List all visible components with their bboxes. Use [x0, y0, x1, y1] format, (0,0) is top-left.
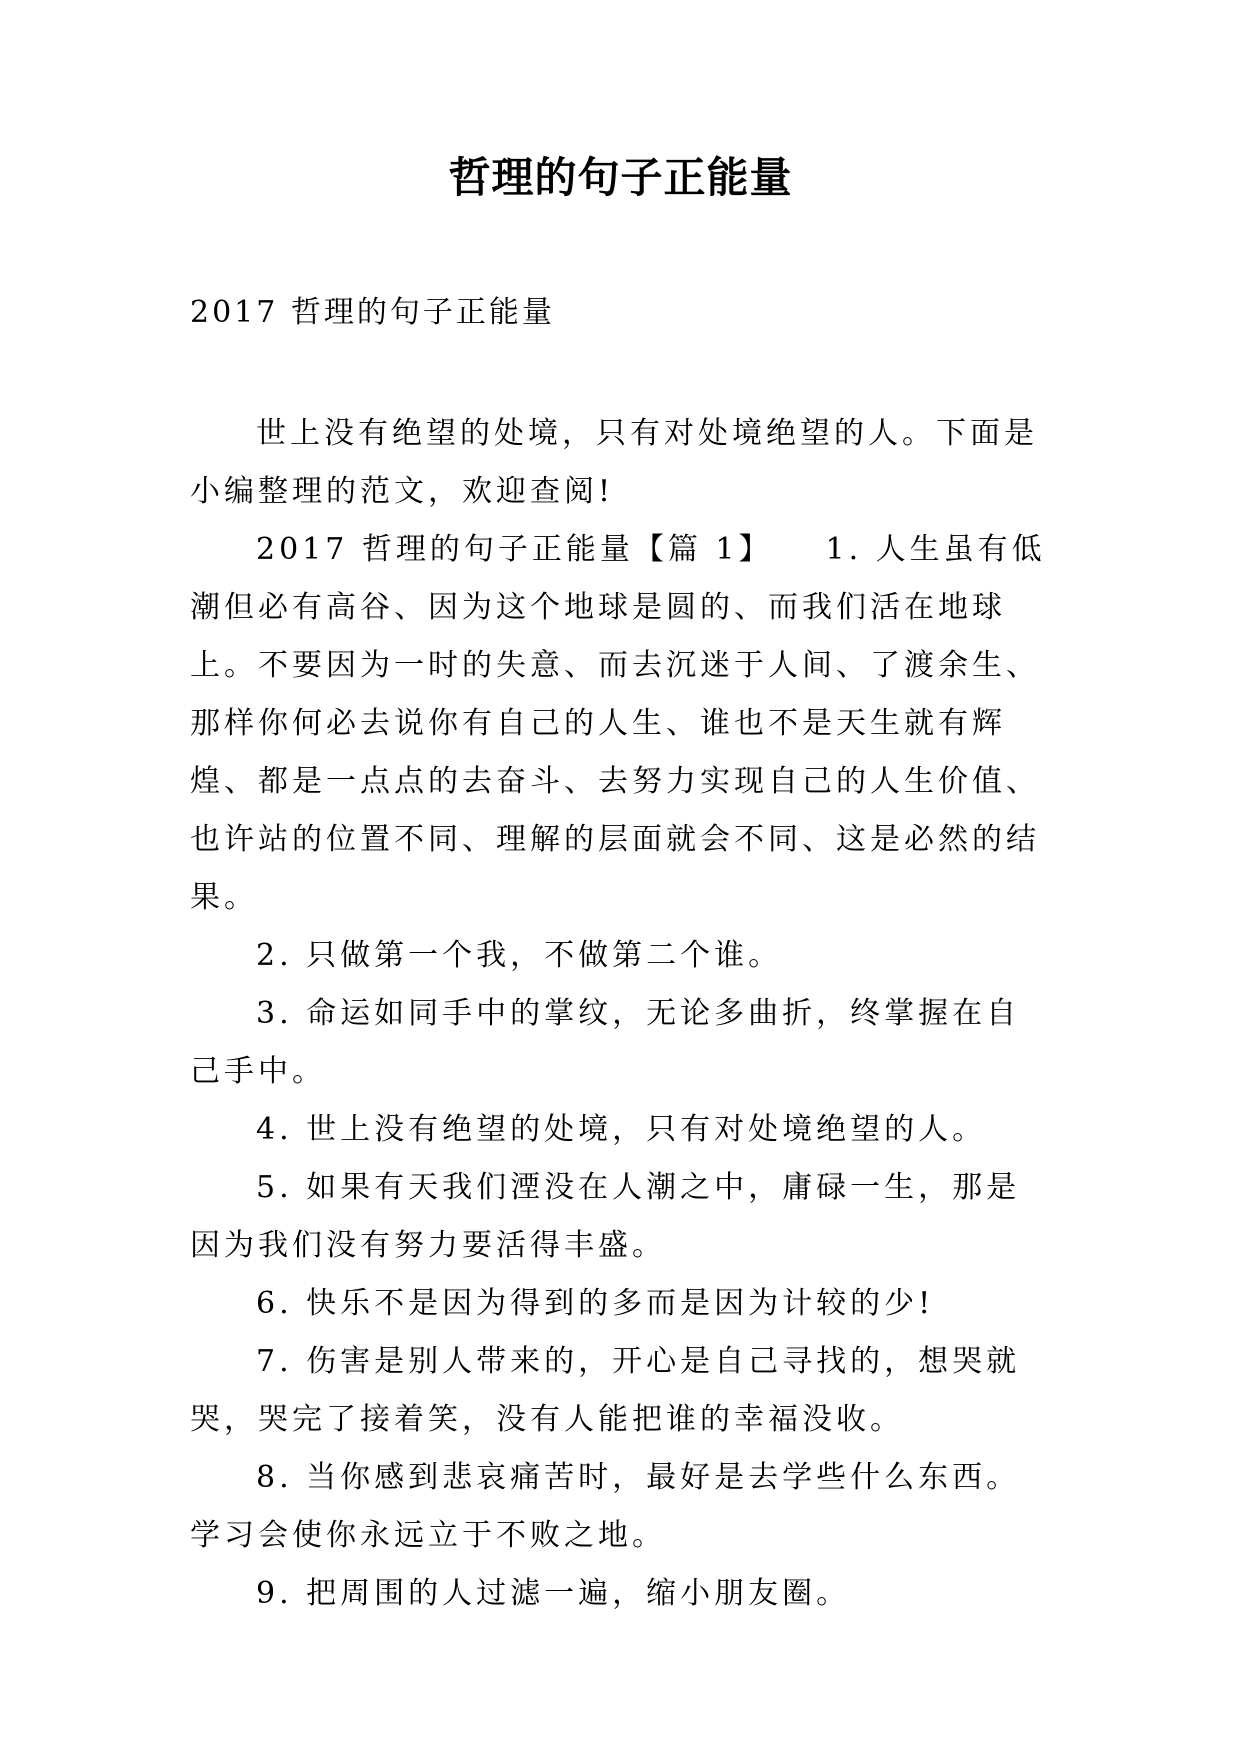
paragraph-item-9: 9. 把周围的人过滤一遍，缩小朋友圈。: [256, 1576, 851, 1611]
document-body: [190, 405, 1052, 1623]
paragraph-item-2: 2. 只做第一个我，不做第二个谁。: [256, 938, 783, 973]
paragraph-item-7: 7. 伤害是别人带来的，开心是自己寻找的，想哭就哭，哭完了接着笑，没有人能把谁的幸福没收。: [190, 1344, 1021, 1437]
paragraph-item-8: 8. 当你感到悲哀痛苦时，最好是去学些什么东西。学习会使你永远立于不败之地。: [190, 1460, 1021, 1553]
paragraph-intro: 世上没有绝望的处境，只有对处境绝望的人。下面是小编整理的范文，欢迎查阅!: [190, 416, 1038, 509]
paragraph-item-5: 5. 如果有天我们湮没在人潮之中，庸碌一生，那是因为我们没有努力要活得丰盛。: [190, 1170, 1021, 1263]
paragraph-item-6: 6. 快乐不是因为得到的多而是因为计较的少!: [256, 1286, 935, 1321]
document-title: 哲理的句子正能量: [448, 153, 793, 202]
document-subtitle: 2017 哲理的句子正能量: [190, 295, 555, 330]
paragraph-item-4: 4. 世上没有绝望的处境，只有对处境绝望的人。: [256, 1112, 987, 1147]
paragraph-item-3: 3. 命运如同手中的掌纹，无论多曲折，终掌握在自己手中。: [190, 996, 1021, 1089]
paragraph-item-1: 2017 哲理的句子正能量【篇 1】 1. 人生虽有低潮但必有高谷、因为这个地球是圆的、而我们活在地球上。不要因为一时的失意、而去沉迷于人间、了渡余生、那样你何必去说你有自己的人生、谁也不是天生就有辉煌、都是一点点的去奋斗、去努力实现自己的人生价值、也许站的位置不同、理解的层面就会不同、这是必然的结果。: [190, 532, 1046, 915]
